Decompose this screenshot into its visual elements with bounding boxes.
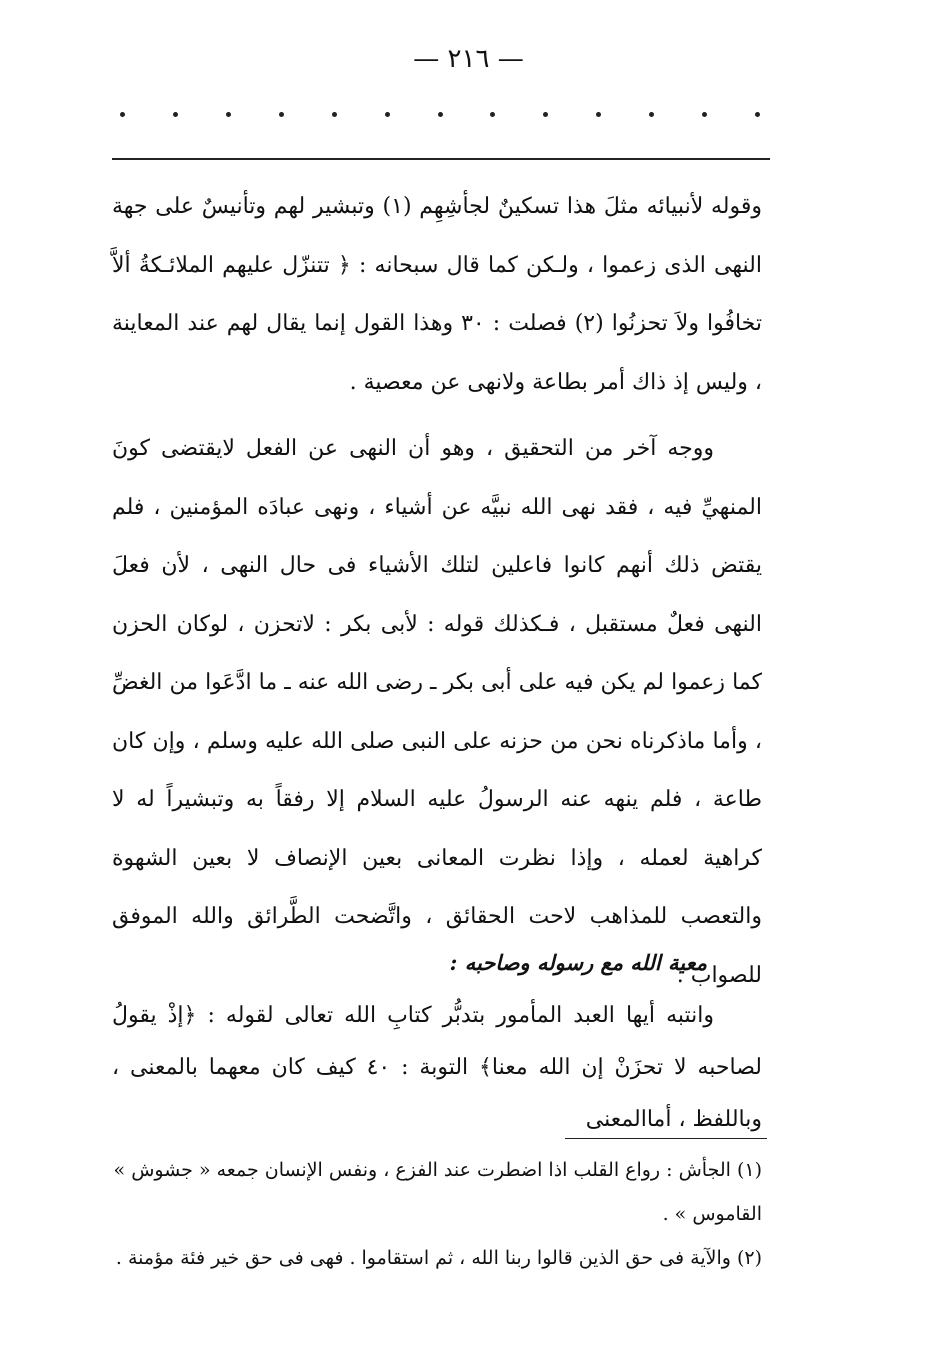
ornament-dot — [596, 112, 601, 117]
ornament-dot — [279, 112, 284, 117]
ornament-dot — [702, 112, 707, 117]
paragraph-1 — [112, 178, 762, 412]
ornament-dot — [173, 112, 178, 117]
ornament-dot — [490, 112, 495, 117]
footnote-1: (١) الجأش : رواع القلب اذا اضطرت عند الفزع ، ونفس الإنسان جمعه « جشوش » القاموس » . — [113, 1159, 762, 1225]
page-number: — ٢١٦ — — [413, 44, 524, 74]
footnote-rule — [565, 1138, 767, 1139]
footnotes — [112, 1148, 762, 1280]
paragraph-text: ووجه آخر من التحقيق ، وهو أن النهى عن الفعل لايقتضى كونَ المنهيِّ فيه ، فقد نهى الله نبيَّه عن أشياء ، ونهى عبادَه المؤمنين ، فلم يقتض ذلك أنهم كانوا فاعلين لتلك الأشياء فى حال النهى ، لأن فعلَ النهى فعلٌ مستقبل ، فـكذلك قوله : لأبى بكر : لاتحزن ، لوكان الحزن كما زعموا لم يكن فيه على أبى بكر ـ رضى الله عنه ـ ما ادَّعَوا من الغضِّ ، وأما ماذكرناه نحن من حزنه على النبى صلى الله عليه وسلم ، وإن كان طاعة ، فلم ينهه عنه الرسولُ عليه السلام إلا رفقاً به وتبشيراً له لا كراهية لعمله ، وإذا نظرت المعانى بعين الإنصاف لا بعين الشهوة والتعصب للمذاهب لاحت الحقائق ، واتَّضحت الطَّرائق والله الموفق للصواب . — [112, 436, 762, 988]
section-heading: معية الله مع رسوله وصاحبه : — [449, 950, 707, 975]
ornament-dot — [649, 112, 654, 117]
paragraph-text: وانتبه أيها العبد المأمور بتدبُّر كتابِ الله تعالى لقوله : ﴿إذْ يقولُ لصاحبه لا تحزَنْ إن الله معنا﴾ التوبة : ٤٠ كيف كان معهما بالمعنى ، وباللفظ ، أماالمعنى — [112, 1003, 762, 1132]
ornament-dot — [385, 112, 390, 117]
paragraph-2 — [112, 420, 762, 1005]
ornament-dot — [226, 112, 231, 117]
footnote-2: (٢) والآية فى حق الذين قالوا ربنا الله ، ثم استقاموا . فهى فى حق خير فئة مؤمنة . — [115, 1247, 762, 1269]
ornament-dot — [543, 112, 548, 117]
paragraph-text: وقوله لأنبيائه مثلَ هذا تسكينٌ لجأشِهِم (١) وتبشير لهم وتأنيسٌ على جهة النهى الذى زعموا ، ولـكن كما قال سبحانه : ﴿ تتنزّل عليهم الملائـكةُ ألاَّ تخافُوا ولاَ تحزنُوا (٢) فصلت : ٣٠ وهذا القول إنما يقال لهم عند المعاينة ، وليس إذ ذاك أمر بطاعة ولانهى عن معصية . — [112, 194, 762, 395]
paragraph-3 — [112, 990, 762, 1146]
header-rule — [112, 158, 770, 160]
ornament-dot — [332, 112, 337, 117]
ornament-dot — [755, 112, 760, 117]
ornament-dot — [438, 112, 443, 117]
ornamental-dot-row — [120, 112, 760, 117]
ornament-dot — [120, 112, 125, 117]
